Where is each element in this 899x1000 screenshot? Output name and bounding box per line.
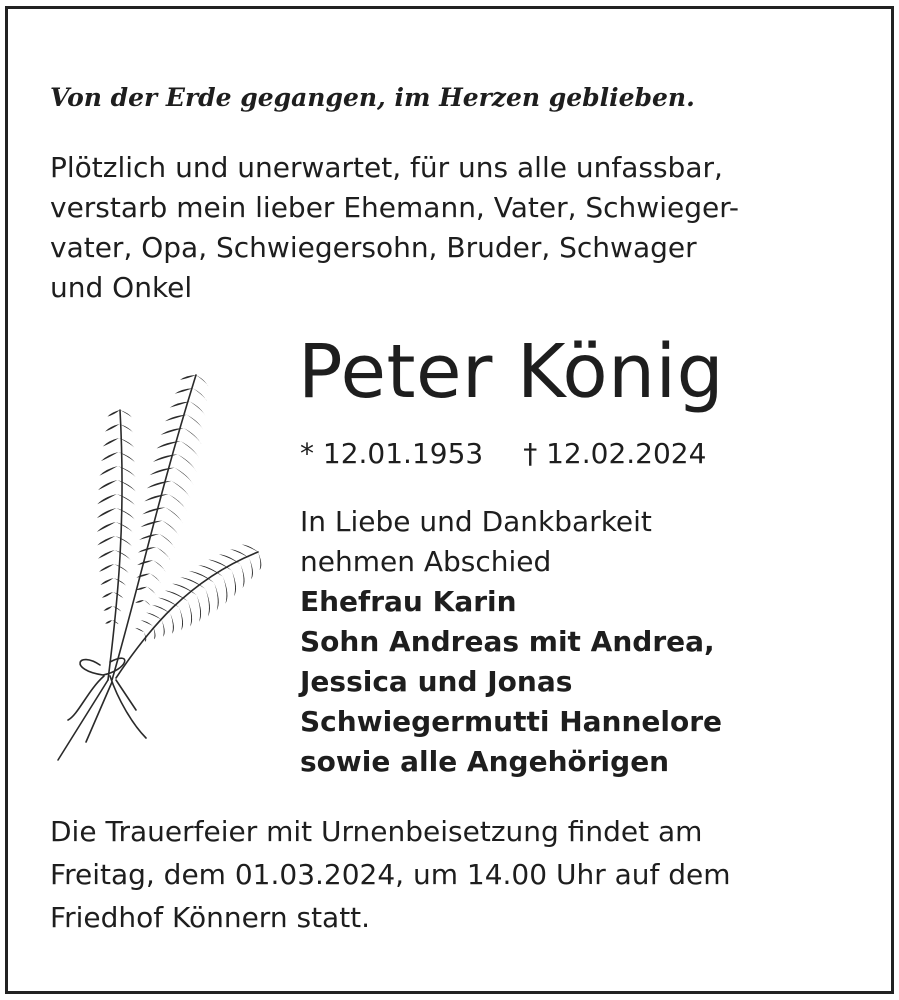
fern-stem-left <box>108 410 122 680</box>
fern-leaflet <box>193 388 207 401</box>
fern-leaflet <box>114 564 128 573</box>
fern-leaflet <box>115 536 132 547</box>
fern-leaflet <box>150 574 160 584</box>
fern-leaflet <box>101 452 119 461</box>
fern-leaflet <box>258 552 261 570</box>
fern-leaflet <box>116 508 135 520</box>
fern-leaflet <box>205 589 210 617</box>
service-notice <box>50 810 731 939</box>
fern-leaflet <box>180 375 196 380</box>
mourners-intro-line: nehmen Abschied <box>300 545 552 578</box>
fern-leaflet <box>105 620 112 624</box>
fern-leaflet <box>172 481 191 499</box>
fern-leaflet <box>184 428 202 444</box>
fern-leaflet <box>100 578 113 585</box>
fern-leaflet <box>219 554 241 564</box>
fern-leaflet <box>98 550 115 559</box>
fern-leaflet <box>190 401 205 415</box>
fern-stem-right <box>116 552 258 678</box>
fern-leaflet <box>162 521 179 536</box>
fern-leaflet <box>170 614 174 634</box>
fern-leaflet <box>187 415 204 430</box>
mourner-name: Schwiegermutti Hannelore <box>300 705 723 738</box>
intro-line: und Onkel <box>50 271 193 304</box>
fern-leaflet <box>113 592 124 599</box>
fern-leaflet <box>179 607 183 630</box>
fern-leaflet <box>142 507 165 514</box>
fern-leaflet <box>103 438 119 446</box>
fern-leaflet <box>208 559 231 570</box>
intro-line: vater, Opa, Schwiegersohn, Bruder, Schwager <box>50 231 697 264</box>
fern-leaflet <box>153 454 178 461</box>
fern-leaflet <box>135 600 144 603</box>
fern-leaflet <box>98 480 117 490</box>
fern-leaflet <box>137 560 153 565</box>
fern-leaflet <box>99 564 114 572</box>
mourner-name: Jessica und Jonas <box>300 665 573 698</box>
fern-leaflet <box>103 606 112 611</box>
fern-leaflet <box>116 522 134 533</box>
fern-leaflet <box>97 494 116 504</box>
fern-leaflet <box>105 424 119 432</box>
intro-line: verstarb mein lieber Ehemann, Vater, Schwieger- <box>50 191 740 224</box>
death-date: † 12.02.2024 <box>523 437 707 470</box>
service-line: Friedhof Könnern statt. <box>50 901 371 934</box>
deceased-name: Peter König <box>298 329 725 415</box>
fern-leaflet <box>97 522 116 532</box>
mourner-name: Sohn Andreas mit Andrea, <box>300 625 715 658</box>
fern-leaflet <box>120 410 132 418</box>
fern-bouquet-icon <box>48 370 263 770</box>
service-line: Die Trauerfeier mit Urnenbeisetzung findet am <box>50 815 703 848</box>
fern-leaflet <box>147 481 172 488</box>
fern-leaflet <box>102 592 113 598</box>
mourners-intro-line: In Liebe und Dankbarkeit <box>300 505 652 538</box>
fern-leaflet <box>165 507 183 523</box>
mourner-name: Ehefrau Karin <box>300 585 517 618</box>
fern-leaflet <box>153 560 165 571</box>
fern-leaflet <box>136 574 150 578</box>
fern-leaflet <box>115 550 131 560</box>
fern-leaflet <box>232 570 236 596</box>
fern-leaflet <box>147 587 156 595</box>
fern-leaflet <box>249 558 253 579</box>
fern-leaflet <box>196 375 208 386</box>
fern-leaflet <box>158 598 179 608</box>
fern-leaflet <box>181 441 199 458</box>
fern-leaflet <box>97 536 115 545</box>
fern-leaflet <box>188 601 192 626</box>
fern-leaflet <box>197 595 201 622</box>
life-dates <box>300 434 706 474</box>
fern-leaflet <box>144 600 151 606</box>
fern-leaflet <box>159 534 174 548</box>
fern-leaflet <box>162 620 165 637</box>
fern-leaflet <box>240 564 244 588</box>
fern-leaflet <box>157 441 181 448</box>
fern-leaflet <box>144 494 168 501</box>
fern-leaflet <box>118 466 136 477</box>
fern-leaflet <box>178 454 197 472</box>
fern-leaflet <box>114 578 127 586</box>
fern-leaflet <box>141 521 163 528</box>
intro-line: Plötzlich und unerwartet, für uns alle unfassbar, <box>50 151 723 184</box>
fern-leaflet <box>214 583 219 611</box>
fern-leaflet <box>168 494 186 511</box>
mourners-block <box>300 502 722 782</box>
fern-leaflet <box>150 468 175 476</box>
fern-leaflet <box>141 620 153 626</box>
service-line: Freitag, dem 01.03.2024, um 14.00 Uhr auf dem <box>50 858 731 891</box>
fern-leaflet <box>223 577 227 604</box>
fern-leaflet <box>156 547 170 560</box>
fern-leaflet <box>107 410 120 417</box>
birth-date: * 12.01.1953 <box>300 437 484 470</box>
fern-leaflet <box>146 612 161 619</box>
intro-text <box>50 148 739 308</box>
fern-leaflet <box>117 494 136 506</box>
fern-stem-center <box>112 375 196 680</box>
fern-leaflet <box>242 544 258 552</box>
fern-leaflet <box>175 468 194 486</box>
fern-leaflet <box>97 508 116 518</box>
fern-leaflet <box>117 480 135 491</box>
mourner-name: sowie alle Angehörigen <box>300 745 670 778</box>
fern-leaflet <box>135 628 144 632</box>
fern-leaflet <box>99 466 118 476</box>
motto-heading: Von der Erde gegangen, im Herzen geblieben. <box>50 83 695 112</box>
